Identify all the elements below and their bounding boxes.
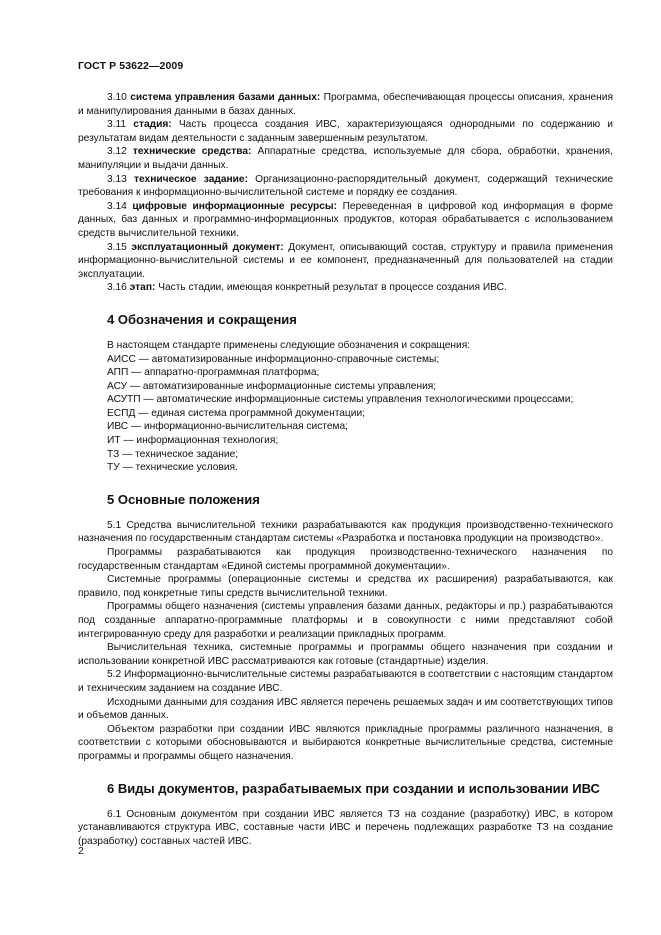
- definition-text: Документ, описывающий состав, структуру и правила применения информационно-вычислительной системы и ее компонент, предназначенный для пользователей на стадии эксплуатации.: [78, 241, 613, 280]
- definition-term: система управления базами данных:: [130, 92, 321, 103]
- definition-term: эксплуатационный документ:: [131, 241, 284, 253]
- page-number: 2: [78, 845, 84, 857]
- definition-3-13: [78, 173, 613, 200]
- definition-number: 3.15: [107, 241, 127, 253]
- abbreviation-item: ЕСПД — единая система программной документации;: [107, 407, 365, 419]
- definition-3-16: [78, 281, 613, 295]
- abbreviation-item: ТУ — технические условия.: [107, 462, 238, 474]
- definition-number: 3.16: [107, 282, 127, 294]
- abbreviation-item: ТЗ — техническое задание;: [107, 448, 239, 460]
- definition-text: Часть процесса создания ИВС, характеризующаяся однородными по содержанию и результатам видам деятельности с заданным завершенным результатом.: [78, 119, 613, 144]
- definition-number: 3.13: [107, 173, 127, 185]
- document-header: ГОСТ Р 53622—2009: [78, 60, 184, 72]
- section-5-paragraph: Программы общего назначения (системы управления базами данных, редакторы и пр.) разрабатываются под созданные аппаратно-программные платформы и в совокупности с ними представляют собой интегрированную среду для разработки и реализации прикладных программ.: [78, 601, 613, 640]
- definition-term: цифровые информационные ресурсы:: [132, 200, 338, 212]
- abbreviation-item: АСУ — автоматизированные информационные системы управления;: [107, 380, 437, 392]
- section-5-paragraph: Системные программы (операционные системы и средства их расширения) разрабатываются, как правило, под конкретные типы средств вычислительной техники.: [78, 574, 613, 599]
- section-6-paragraph: 6.1 Основным документом при создании ИВС является ТЗ на создание (разработку) ИВС, в котором устанавливаются структура ИВС, составные части ИВС и перечень подлежащих разработке ТЗ на создание (разработку) составных частей ИВС.: [78, 808, 613, 847]
- definition-3-14: [78, 200, 613, 241]
- definition-text: Организационно-распорядительный документ, содержащий технические требования к информационно-вычислительной системе и порядку ее создания.: [78, 173, 613, 199]
- section-5-paragraph: 5.1 Средства вычислительной техники разрабатываются как продукция производственно-технического назначения по государственным стандартам системы «Разработка и постановка продукции на производство».: [78, 519, 613, 545]
- definition-number: 3.10: [107, 92, 127, 103]
- definition-3-15: [78, 241, 613, 282]
- document-body: [78, 91, 613, 848]
- section-4-intro: В настоящем стандарте применены следующие обозначения и сокращения:: [107, 339, 471, 351]
- definition-term: стадия:: [133, 119, 172, 131]
- abbreviation-item: АПП — аппаратно-программная платформа;: [107, 367, 320, 379]
- definition-number: 3.14: [107, 200, 127, 212]
- definition-text: Программа, обеспечивающая процессы описания, хранения и манипулирования данными в базах данных.: [78, 92, 613, 117]
- abbreviation-item: АИСС — автоматизированные информационно-справочные системы;: [107, 353, 440, 365]
- section-5-paragraph: 5.2 Информационно-вычислительные системы разрабатываются в соответствии с настоящим стандартом и техническим заданием на создание ИВС.: [78, 669, 613, 694]
- section-4-title: 4 Обозначения и сокращения: [107, 311, 297, 327]
- section-5-paragraph: Программы разрабатываются как продукция производственно-технического назначения по государственным стандартам «Единой системы программной документации».: [78, 547, 613, 572]
- section-5-paragraph: Вычислительная техника, системные программы и программы общего назначения при создании и использовании конкретной ИВС рассматриваются как готовые (стандартные) изделия.: [78, 642, 613, 667]
- definition-3-10: [78, 91, 613, 118]
- definition-term: этап:: [129, 282, 156, 294]
- definition-term: технические средства:: [132, 146, 252, 158]
- section-5-paragraph: Исходными данными для создания ИВС является перечень решаемых задач и им соответствующих типов и объемов данных.: [78, 696, 613, 722]
- definition-number: 3.12: [107, 146, 127, 158]
- definition-text: Аппаратные средства, используемые для сбора, обработки, хранения, манипуляции и выдачи данных.: [78, 146, 613, 171]
- section-5-title: 5 Основные положения: [107, 491, 260, 507]
- definition-3-11: [78, 118, 613, 145]
- definition-3-12: [78, 145, 613, 172]
- section-6-title: 6 Виды документов, разрабатываемых при создании и использовании ИВС: [107, 780, 600, 796]
- definition-text: Переведенная в цифровой код информация в форме данных, баз данных и программно-информационных продуктов, которая обрабатывается с использованием средств вычислительной техники.: [78, 200, 613, 239]
- definition-text: Часть стадии, имеющая конкретный результат в процессе создания ИВС.: [155, 282, 507, 294]
- section-5-paragraph: Объектом разработки при создании ИВС являются прикладные программы различного назначения, в соответствии с которыми обосновываются и выбираются конкретные вычислительные средства, системные программы и программы общего назначения.: [78, 723, 613, 762]
- abbreviation-item: ИТ — информационная технология;: [107, 435, 279, 447]
- abbreviation-item: АСУТП — автоматические информационные системы управления технологическими процессами;: [107, 394, 574, 406]
- definition-term: техническое задание:: [134, 173, 248, 185]
- abbreviation-item: ИВС — информационно-вычислительная система;: [107, 421, 349, 433]
- definition-number: 3.11: [107, 119, 127, 131]
